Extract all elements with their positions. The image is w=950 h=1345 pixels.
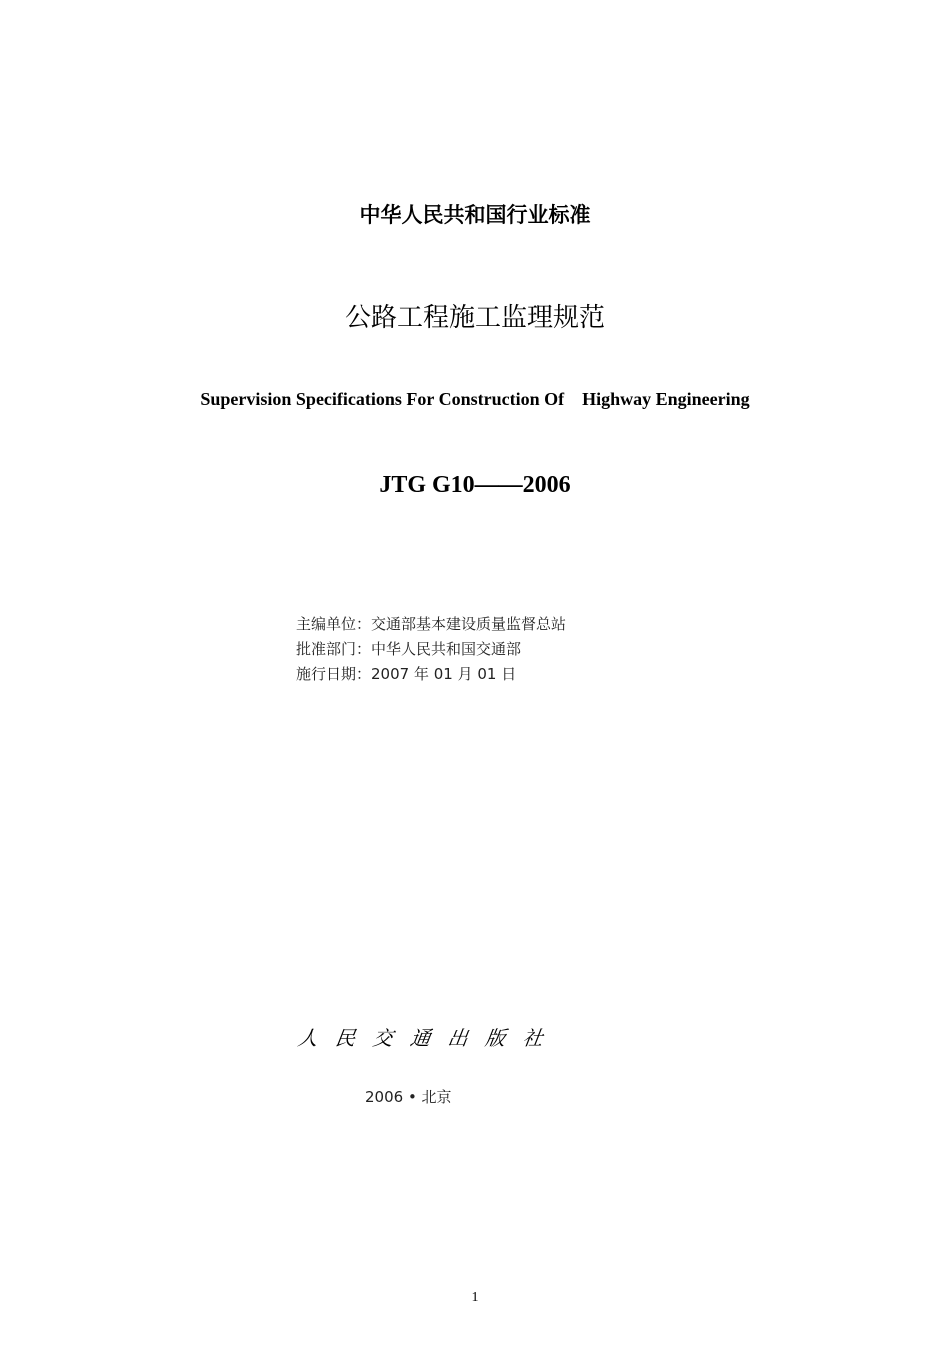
- editor-line: [296, 613, 566, 634]
- publisher-glyph: 民: [333, 1026, 358, 1050]
- approver-label: 批准部门：: [296, 640, 372, 658]
- publisher-glyph: 人: [296, 1026, 320, 1050]
- standard-code: JTG G10——2006: [379, 472, 571, 498]
- page-number: 1: [471, 1290, 479, 1305]
- publication-place-year: 2006 • 北京: [365, 1088, 452, 1106]
- title-english: [0, 389, 950, 410]
- effective-date-line: [296, 663, 516, 684]
- effective-date-label: 施行日期：: [296, 665, 372, 683]
- editor-value: 交通部基本建设质量监督总站: [371, 615, 567, 633]
- editor-label: 主编单位：: [296, 615, 372, 633]
- title-english-text: Supervision Specifications For Construction Of Highway Engineering: [200, 389, 750, 409]
- effective-date-value: 2007 年 01 月 01 日: [371, 665, 517, 683]
- publisher-glyph: 版: [483, 1026, 508, 1050]
- publisher-calligraphy: [0, 1023, 950, 1053]
- approver-line: [296, 638, 521, 659]
- title-chinese: 公路工程施工监理规范: [344, 303, 605, 333]
- publisher-glyph: 交: [371, 1026, 395, 1050]
- standard-category: 中华人民共和国行业标准: [359, 203, 591, 227]
- publisher-glyph: 出: [446, 1026, 470, 1050]
- publisher-glyph: 社: [521, 1026, 545, 1050]
- approver-value: 中华人民共和国交通部: [371, 640, 522, 658]
- publisher-logo: [290, 1023, 560, 1053]
- publisher-glyph: 通: [408, 1026, 433, 1050]
